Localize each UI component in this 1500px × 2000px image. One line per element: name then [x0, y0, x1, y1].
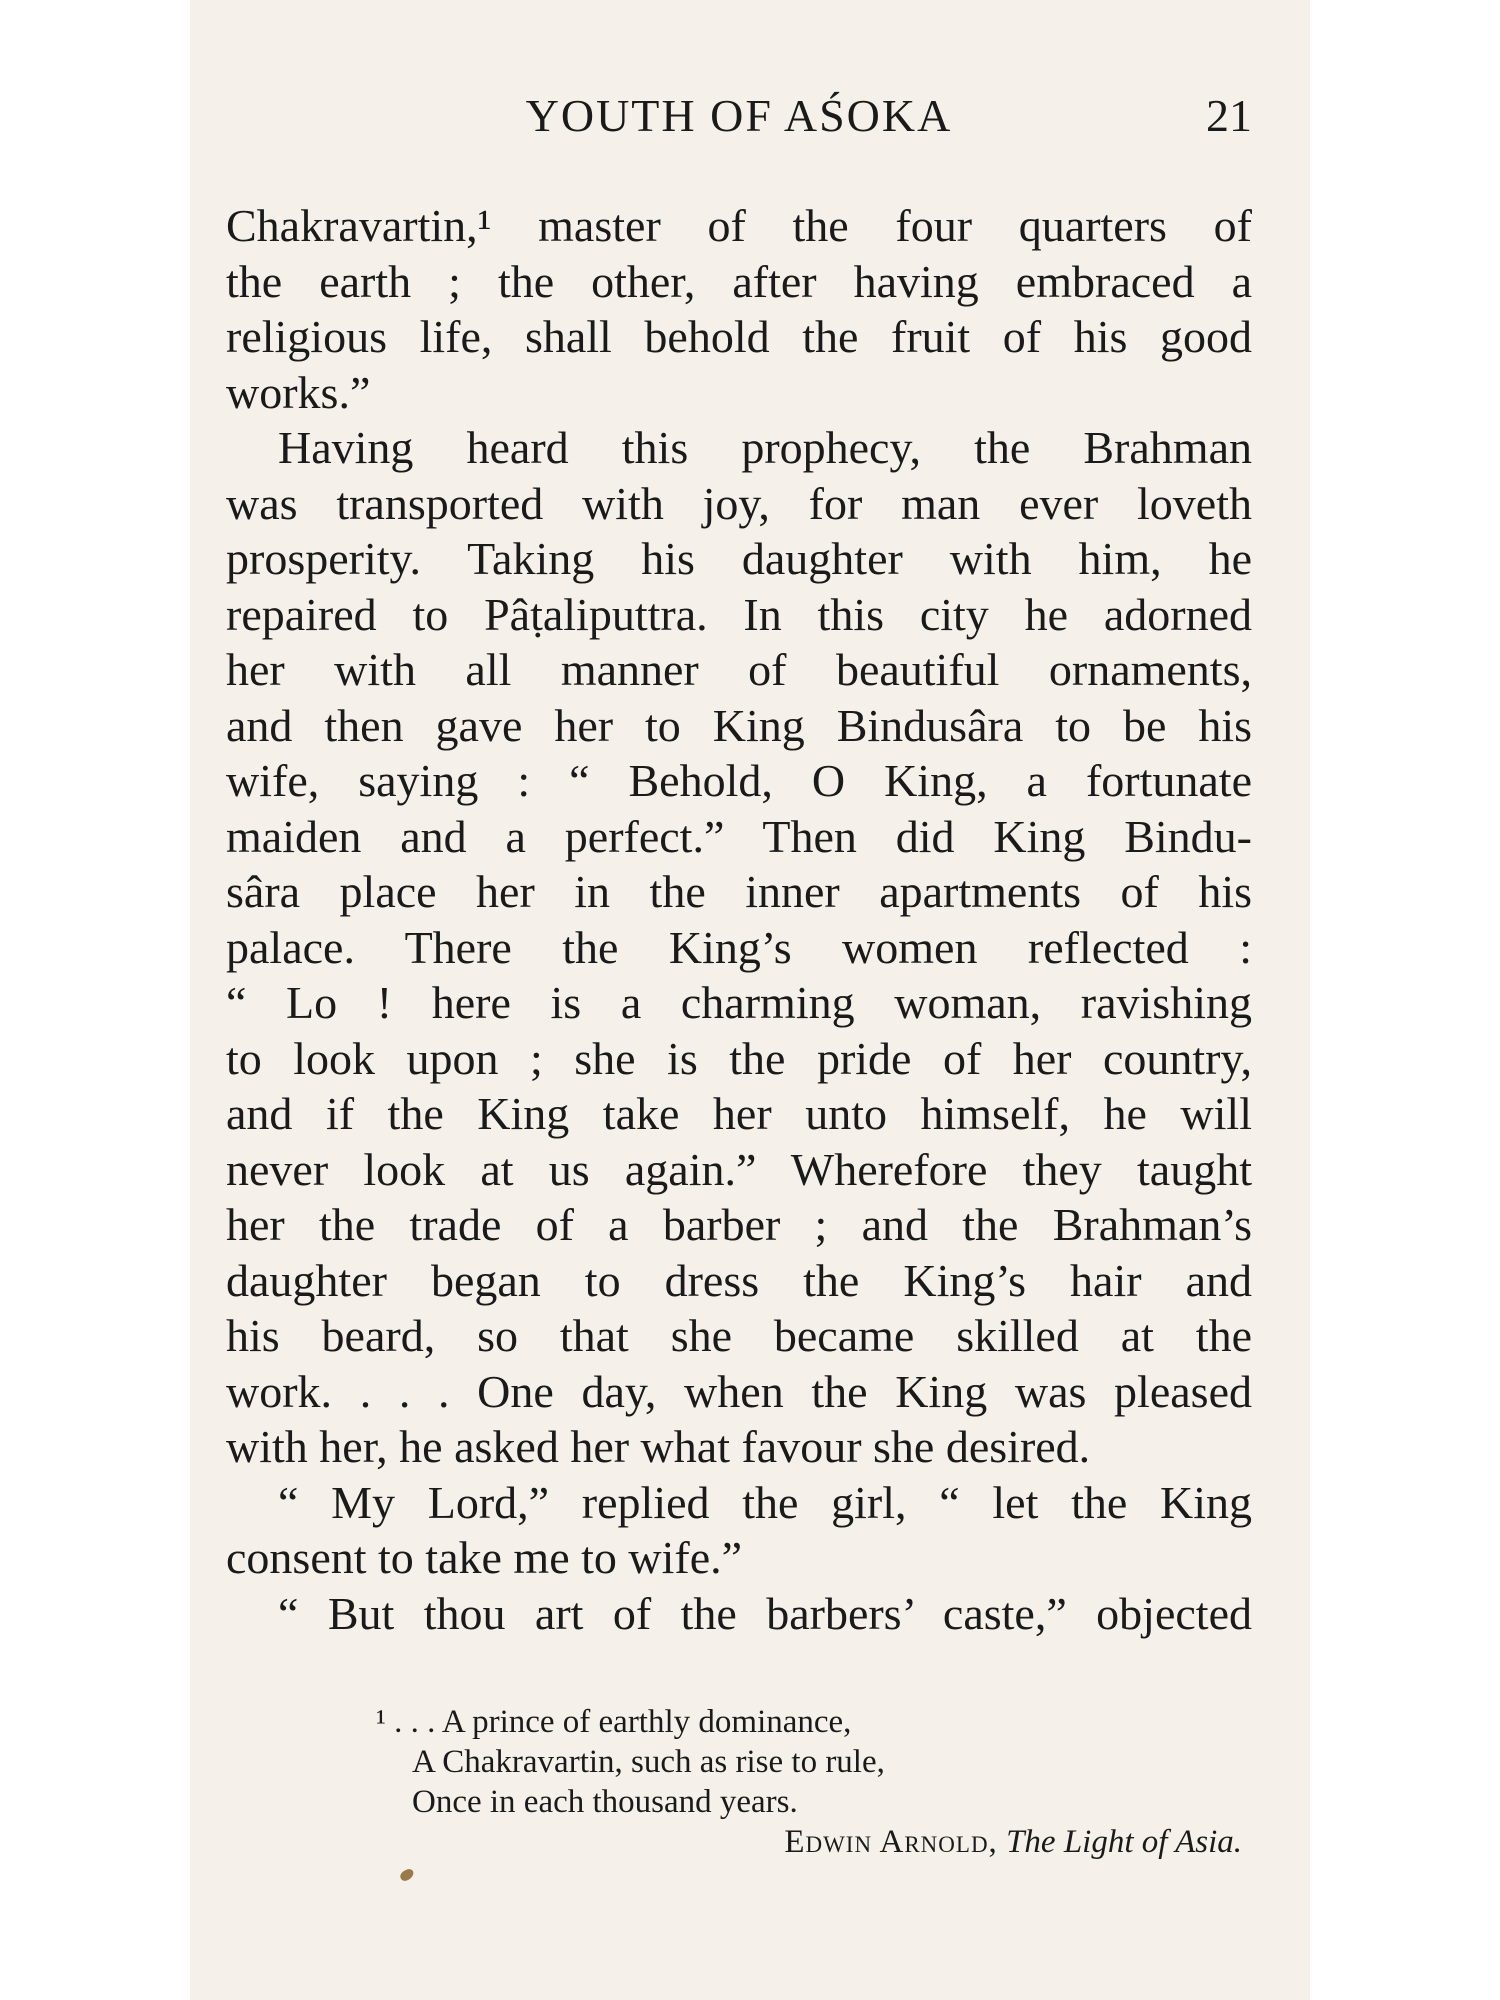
text-line: works.” — [226, 366, 371, 418]
text-line: sâra place her in the inner apartments of his — [226, 866, 1252, 917]
text-line: religious life, shall behold the fruit of his good — [226, 311, 1252, 362]
text-line: Chakravartin,¹ master of the four quarters of — [226, 200, 1252, 251]
text-line: repaired to Pâṭaliputtra. In this city he adorned — [226, 588, 1252, 640]
footnote-line: Once in each thousand years. — [412, 1784, 798, 1820]
running-title: YOUTH OF AŚOKA — [525, 90, 953, 141]
text-line: “ My Lord,” replied the girl, “ let the King — [278, 1476, 1252, 1528]
text-line: never look at us again.” Wherefore they taught — [226, 1143, 1252, 1195]
footnote-line: ¹ . . . A prince of earthly dominance, — [376, 1704, 852, 1740]
text-line: wife, saying : “ Behold, O King, a fortunate — [226, 755, 1252, 806]
text-line: her with all manner of beautiful ornaments, — [226, 644, 1252, 695]
text-line: prosperity. Taking his daughter with him, he — [226, 533, 1252, 584]
text-line: daughter began to dress the King’s hair and — [226, 1254, 1252, 1306]
text-line: consent to take me to wife.” — [226, 1532, 743, 1583]
footnote-author: Edwin Arnold, — [784, 1824, 998, 1860]
page-number: 21 — [1206, 90, 1252, 141]
text-line: and then gave her to King Bindusâra to be his — [226, 699, 1252, 751]
text-line: “ Lo ! here is a charming woman, ravishing — [226, 977, 1252, 1028]
footnote-work-title: The Light of Asia. — [1006, 1824, 1242, 1860]
text-line: was transported with joy, for man ever loveth — [226, 477, 1252, 529]
body-text — [226, 198, 1252, 1641]
text-line: his beard, so that she became skilled at the — [226, 1310, 1252, 1361]
footnote-line: A Chakravartin, such as rise to rule, — [412, 1744, 885, 1780]
text-line: maiden and a perfect.” Then did King Bindu- — [226, 810, 1252, 862]
text-line: palace. There the King’s women reflected : — [226, 921, 1252, 973]
text-line: Having heard this prophecy, the Brahman — [278, 422, 1252, 473]
text-line: to look upon ; she is the pride of her country, — [226, 1032, 1252, 1084]
text-line: work. . . . One day, when the King was pleased — [226, 1365, 1252, 1417]
text-line: “ But thou art of the barbers’ caste,” objected — [278, 1587, 1252, 1639]
running-head — [226, 86, 1252, 146]
text-line: with her, he asked her what favour she desired. — [226, 1421, 1091, 1472]
footnote — [226, 1702, 1252, 1862]
text-line: the earth ; the other, after having embraced a — [226, 255, 1252, 307]
text-line: and if the King take her unto himself, he will — [226, 1088, 1252, 1139]
footnote-attribution — [226, 1822, 1252, 1862]
text-line: her the trade of a barber ; and the Brahman’s — [226, 1199, 1252, 1250]
